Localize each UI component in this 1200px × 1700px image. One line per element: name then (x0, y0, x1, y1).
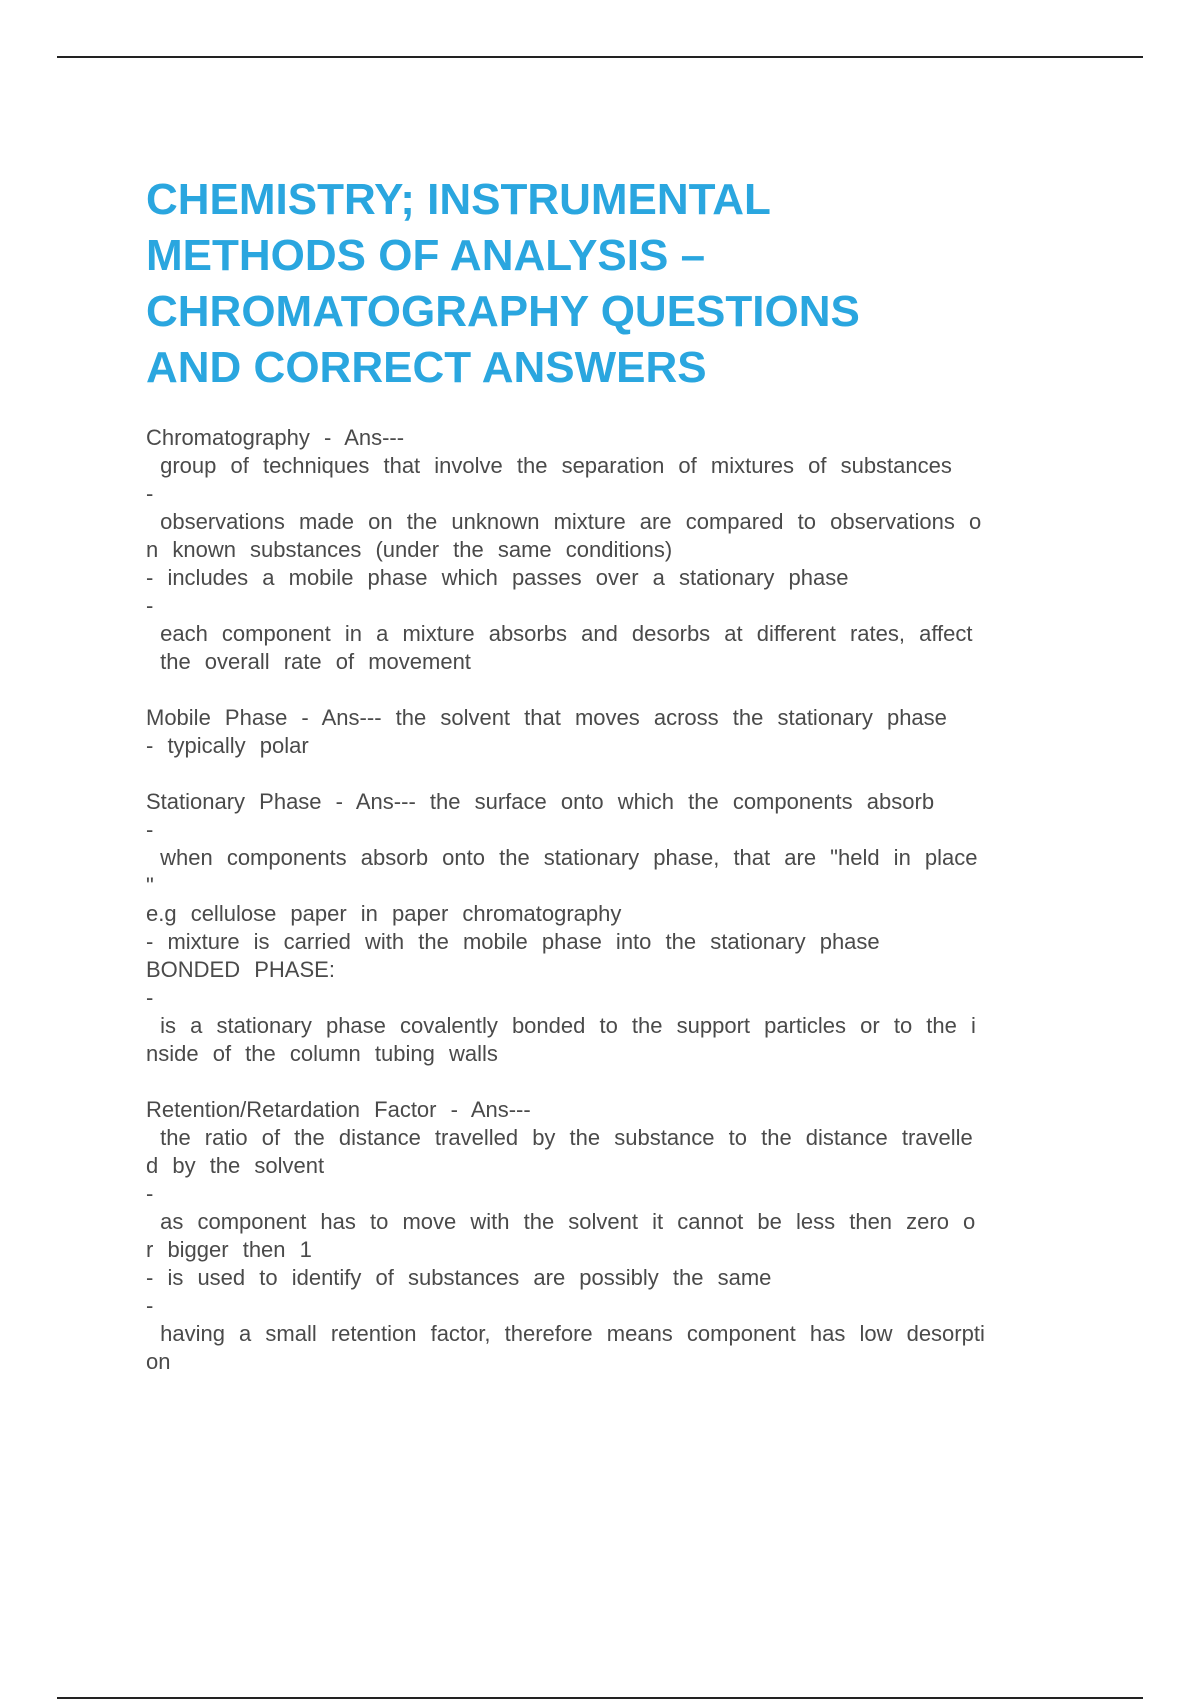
body-line: the overall rate of movement (146, 649, 471, 674)
body-line: r bigger then 1 (146, 1237, 312, 1262)
body-line: - (146, 985, 154, 1010)
body-line: having a small retention factor, therefore means component has low desorpti (146, 1321, 985, 1346)
paragraph-gap (146, 676, 1086, 704)
body-line: - is used to identify of substances are possibly the same (146, 1265, 772, 1290)
body-line: - (146, 593, 154, 618)
paragraph-gap (146, 1068, 1086, 1096)
qa-mobile-phase (146, 704, 1086, 760)
body-line: Mobile Phase - Ans--- the solvent that moves across the stationary phase (146, 705, 947, 730)
body-line: - mixture is carried with the mobile phase into the stationary phase (146, 929, 880, 954)
title-line: METHODS OF ANALYSIS – (146, 231, 706, 280)
document-body (146, 424, 1086, 1376)
qa-chromatography (146, 424, 1086, 676)
body-line: - includes a mobile phase which passes over a stationary phase (146, 565, 849, 590)
title-line: CHEMISTRY; INSTRUMENTAL (146, 175, 771, 224)
qa-stationary-phase (146, 788, 1086, 1068)
body-line: the ratio of the distance travelled by the substance to the distance travelle (146, 1125, 973, 1150)
body-line: Retention/Retardation Factor - Ans--- (146, 1097, 531, 1122)
body-line: - (146, 1293, 154, 1318)
body-line: observations made on the unknown mixture are compared to observations o (146, 509, 982, 534)
body-line: n known substances (under the same conditions) (146, 537, 673, 562)
body-line: - typically polar (146, 733, 309, 758)
title-line: AND CORRECT ANSWERS (146, 343, 707, 392)
body-line: on (146, 1349, 171, 1374)
body-line: group of techniques that involve the separation of mixtures of substances (146, 453, 952, 478)
document-title (146, 172, 1086, 396)
body-line: as component has to move with the solvent it cannot be less then zero o (146, 1209, 976, 1234)
body-line: BONDED PHASE: (146, 957, 335, 982)
document-page (146, 172, 1086, 1376)
body-line: when components absorb onto the stationary phase, that are "held in place (146, 845, 978, 870)
bottom-rule (57, 1697, 1143, 1699)
body-line: nside of the column tubing walls (146, 1041, 498, 1066)
body-line: - (146, 817, 154, 842)
body-line: d by the solvent (146, 1153, 325, 1178)
body-line: each component in a mixture absorbs and desorbs at different rates, affect (146, 621, 973, 646)
title-line: CHROMATOGRAPHY QUESTIONS (146, 287, 860, 336)
body-line: Stationary Phase - Ans--- the surface onto which the components absorb (146, 789, 935, 814)
body-line: - (146, 481, 154, 506)
qa-retention-factor (146, 1096, 1086, 1376)
body-line: e.g cellulose paper in paper chromatography (146, 901, 622, 926)
body-line: " (146, 873, 154, 898)
body-line: is a stationary phase covalently bonded to the support particles or to the i (146, 1013, 976, 1038)
body-line: - (146, 1181, 154, 1206)
paragraph-gap (146, 760, 1086, 788)
body-line: Chromatography - Ans--- (146, 425, 405, 450)
top-rule (57, 56, 1143, 58)
